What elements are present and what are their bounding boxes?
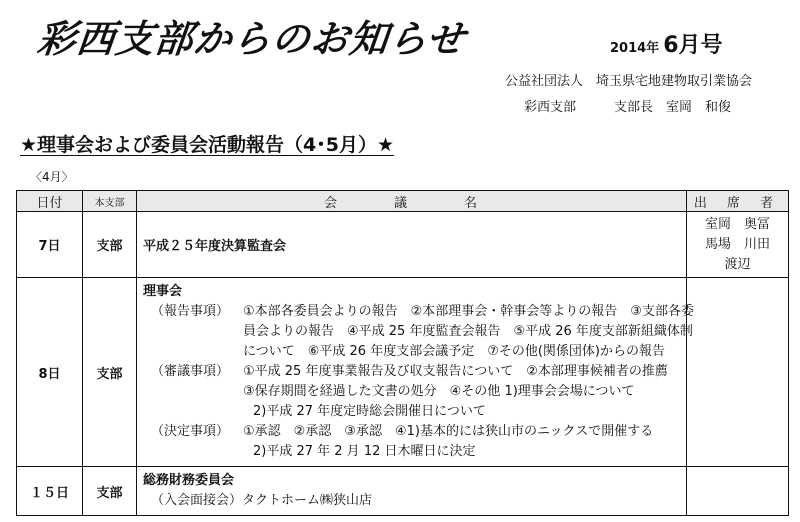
meeting-line: 員会よりの報告 ④平成 25 年度監査会報告 ⑤平成 26 年度支部新組織体制 — [243, 324, 693, 339]
organization-name: 公益社団法人 埼玉県宅地建物取引業協会 — [504, 74, 752, 89]
table-row — [17, 212, 789, 278]
meeting-line — [143, 422, 680, 442]
meeting-line: ③保存期間を経過した文書の処分 ④その他 1)理事会会場について — [243, 384, 635, 399]
meeting-title: 平成２５年度決算監査会 — [143, 239, 287, 254]
item-label: （報告事項） — [151, 304, 230, 319]
row-date: １５日 — [17, 467, 83, 516]
meeting-line: 2)平成 27 年度定時総会開催日について — [253, 404, 486, 419]
row-meeting — [137, 278, 694, 467]
item-label: （決定事項） — [151, 424, 230, 439]
meeting-line: （入会面接会）タクトホーム㈱狭山店 — [151, 493, 373, 508]
table-header-row — [17, 191, 789, 212]
row-meeting — [137, 467, 687, 516]
newsletter-title: 彩西支部からのお知らせ — [35, 17, 468, 61]
item-text: ①本部各委員会よりの報告 ②本部理事会・幹事会等よりの報告 ③支部各委 — [243, 304, 694, 319]
attendee: 室岡 奥冨 — [704, 216, 770, 232]
item-text: ①承認 ②承認 ③承認 ④1)基本的には狭山市のニックスで開催する — [243, 424, 654, 439]
meeting-title: 総務財務委員会 — [143, 473, 235, 488]
item-text: ①平成 25 年度事業報告及び収支報告について ②本部理事候補者の推薦 — [243, 364, 668, 379]
header-date: 日付 — [17, 191, 83, 212]
header-meeting: 会 議 名 — [137, 191, 687, 212]
row-date: 7日 — [17, 212, 83, 278]
issue-number: 6月号 — [663, 33, 723, 58]
section-title: ★理事会および委員会活動報告（4･5月）★ — [20, 134, 395, 156]
meeting-line — [143, 362, 680, 382]
row-date: 8日 — [17, 278, 83, 467]
activity-report-table — [16, 190, 789, 516]
row-attendees — [687, 212, 789, 278]
issue-label — [610, 28, 723, 59]
table-row — [17, 467, 789, 516]
header-attendees: 出 席 者 — [687, 191, 789, 212]
row-attendees — [687, 467, 789, 516]
attendee: 馬場 川田 — [704, 236, 770, 252]
row-attendees — [687, 278, 789, 467]
row-meeting — [137, 212, 687, 278]
row-branch: 支部 — [83, 212, 137, 278]
meeting-line: 2)平成 27 年 2 月 12 日木曜日に決定 — [253, 444, 476, 459]
issue-year: 2014年 — [610, 41, 660, 56]
table-row — [17, 278, 789, 467]
branch-name: 彩西支部 — [524, 100, 577, 115]
item-label: （審議事項） — [151, 364, 230, 379]
branch-chief: 支部長 室岡 和俊 — [614, 100, 732, 115]
meeting-title: 理事会 — [143, 284, 183, 299]
branch-info — [524, 96, 731, 115]
row-branch: 支部 — [83, 467, 137, 516]
header-branch: 本支部 — [83, 191, 137, 212]
meeting-line: について ⑥平成 26 年度支部会議予定 ⑦その他(関係団体)からの報告 — [243, 344, 665, 359]
meeting-line — [143, 302, 694, 322]
month-label: 〈4月〉 — [30, 170, 74, 184]
row-branch: 支部 — [83, 278, 137, 467]
attendee: 渡辺 — [724, 256, 751, 272]
